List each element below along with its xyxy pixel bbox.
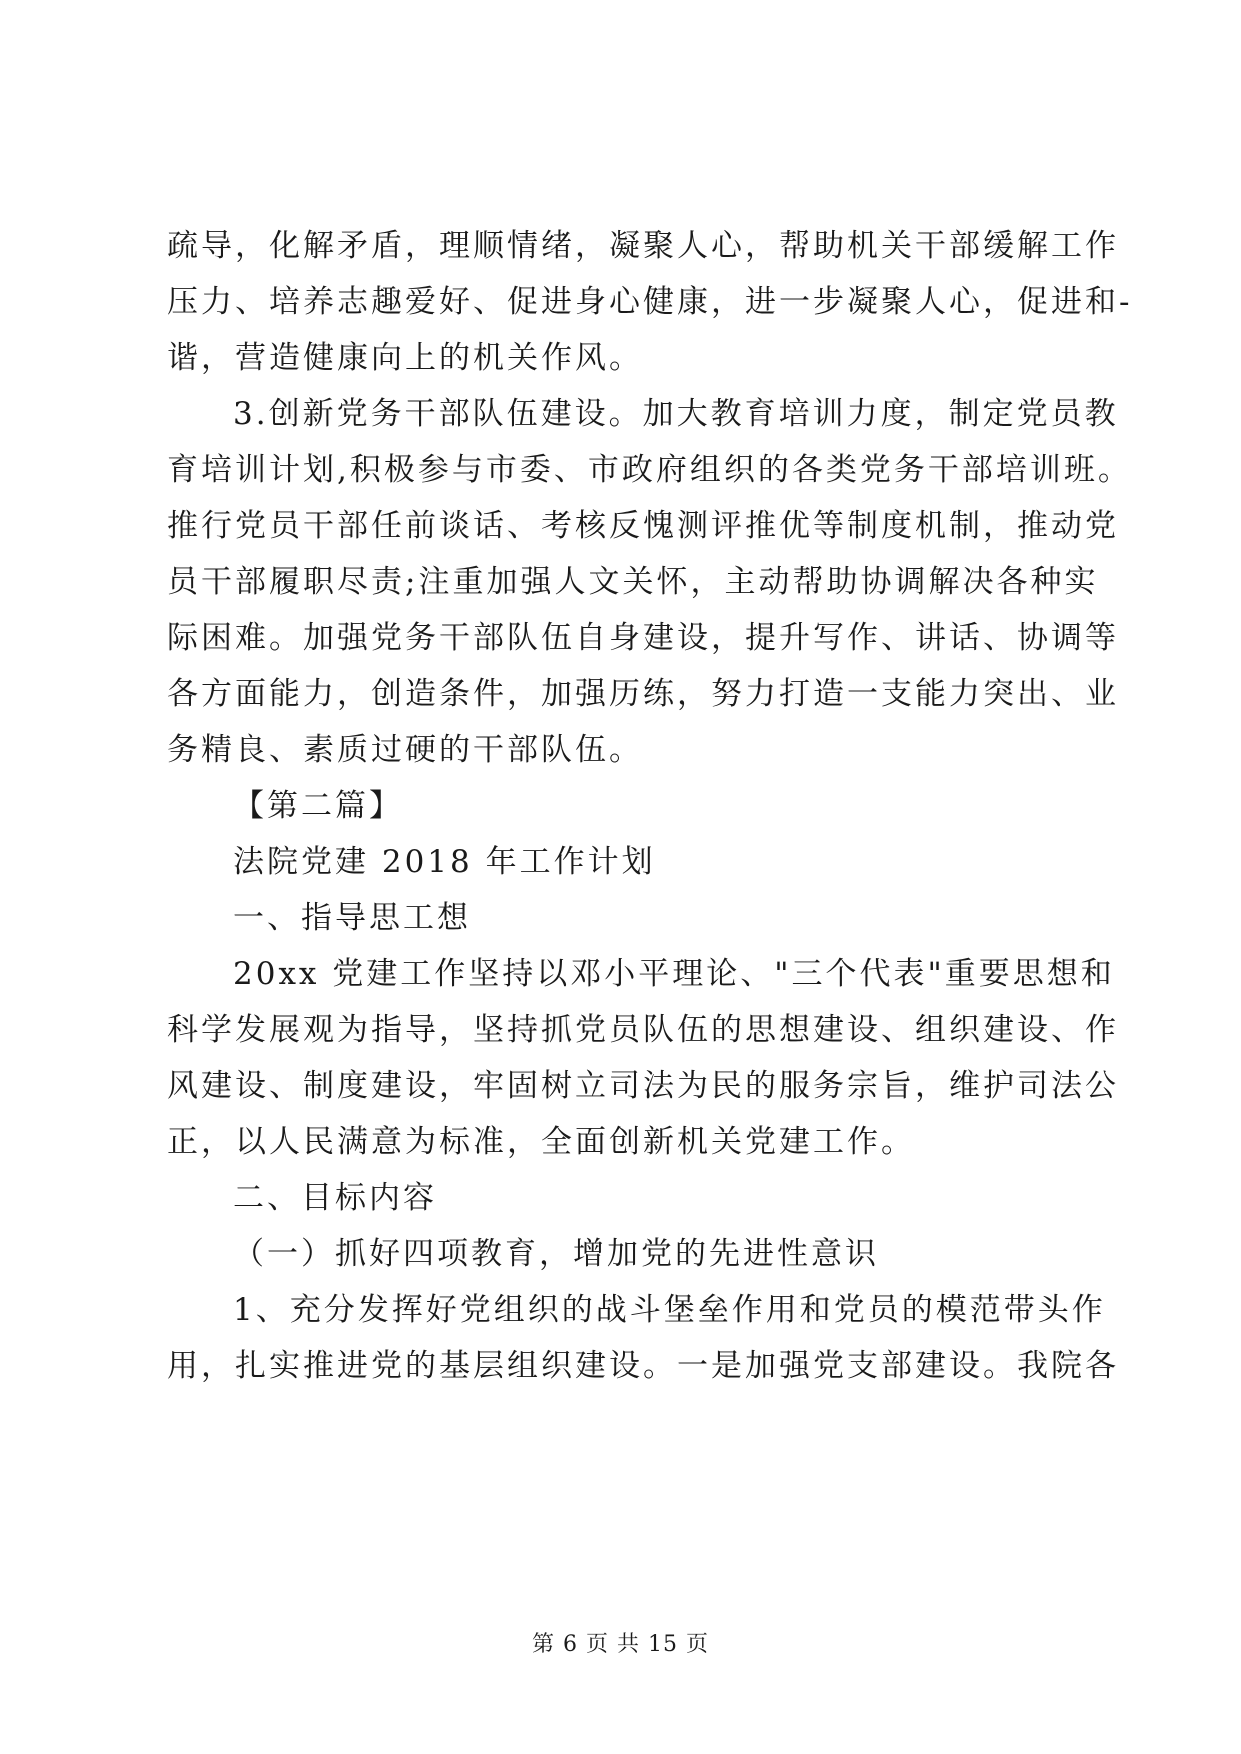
text-line: 育培训计划,积极参与市委、市政府组织的各类党务干部培训班。 <box>167 452 1132 488</box>
text-line: 1、充分发挥好党组织的战斗堡垒作用和党员的模范带头作 <box>233 1292 1106 1328</box>
section-heading: 二、目标内容 <box>233 1180 437 1216</box>
section-heading: 【第二篇】 <box>233 788 403 824</box>
text-line: 际困难。加强党务干部队伍自身建设，提升写作、讲话、协调等 <box>167 620 1119 656</box>
text-line: 3.创新党务干部队伍建设。加大教育培训力度，制定党员教 <box>233 396 1119 432</box>
document-title: 法院党建 2018 年工作计划 <box>233 844 656 880</box>
text-line: 各方面能力，创造条件，加强历练，努力打造一支能力突出、业 <box>167 676 1119 712</box>
text-line: 疏导，化解矛盾，理顺情绪，凝聚人心，帮助机关干部缓解工作 <box>167 228 1119 264</box>
text-line: 风建设、制度建设，牢固树立司法为民的服务宗旨，维护司法公 <box>167 1068 1119 1104</box>
text-line: 正，以人民满意为标准，全面创新机关党建工作。 <box>167 1124 915 1160</box>
subsection-heading: （一）抓好四项教育，增加党的先进性意识 <box>233 1236 879 1272</box>
page-number-footer: 第 6 页 共 15 页 <box>532 1632 709 1657</box>
text-line: 用，扎实推进党的基层组织建设。一是加强党支部建设。我院各 <box>167 1348 1119 1384</box>
text-line: 压力、培养志趣爱好、促进身心健康，进一步凝聚人心，促进和- <box>167 284 1133 320</box>
text-line: 务精良、素质过硬的干部队伍。 <box>167 732 643 768</box>
text-line: 谐，营造健康向上的机关作风。 <box>167 340 643 376</box>
text-line: 科学发展观为指导，坚持抓党员队伍的思想建设、组织建设、作 <box>167 1012 1119 1048</box>
text-line: 20xx 党建工作坚持以邓小平理论、"三个代表"重要思想和 <box>233 956 1115 992</box>
section-heading: 一、指导思工想 <box>233 900 471 936</box>
text-line: 推行党员干部任前谈话、考核反愧测评推优等制度机制，推动党 <box>167 508 1119 544</box>
text-line: 员干部履职尽责;注重加强人文关怀，主动帮助协调解决各种实 <box>167 564 1099 600</box>
